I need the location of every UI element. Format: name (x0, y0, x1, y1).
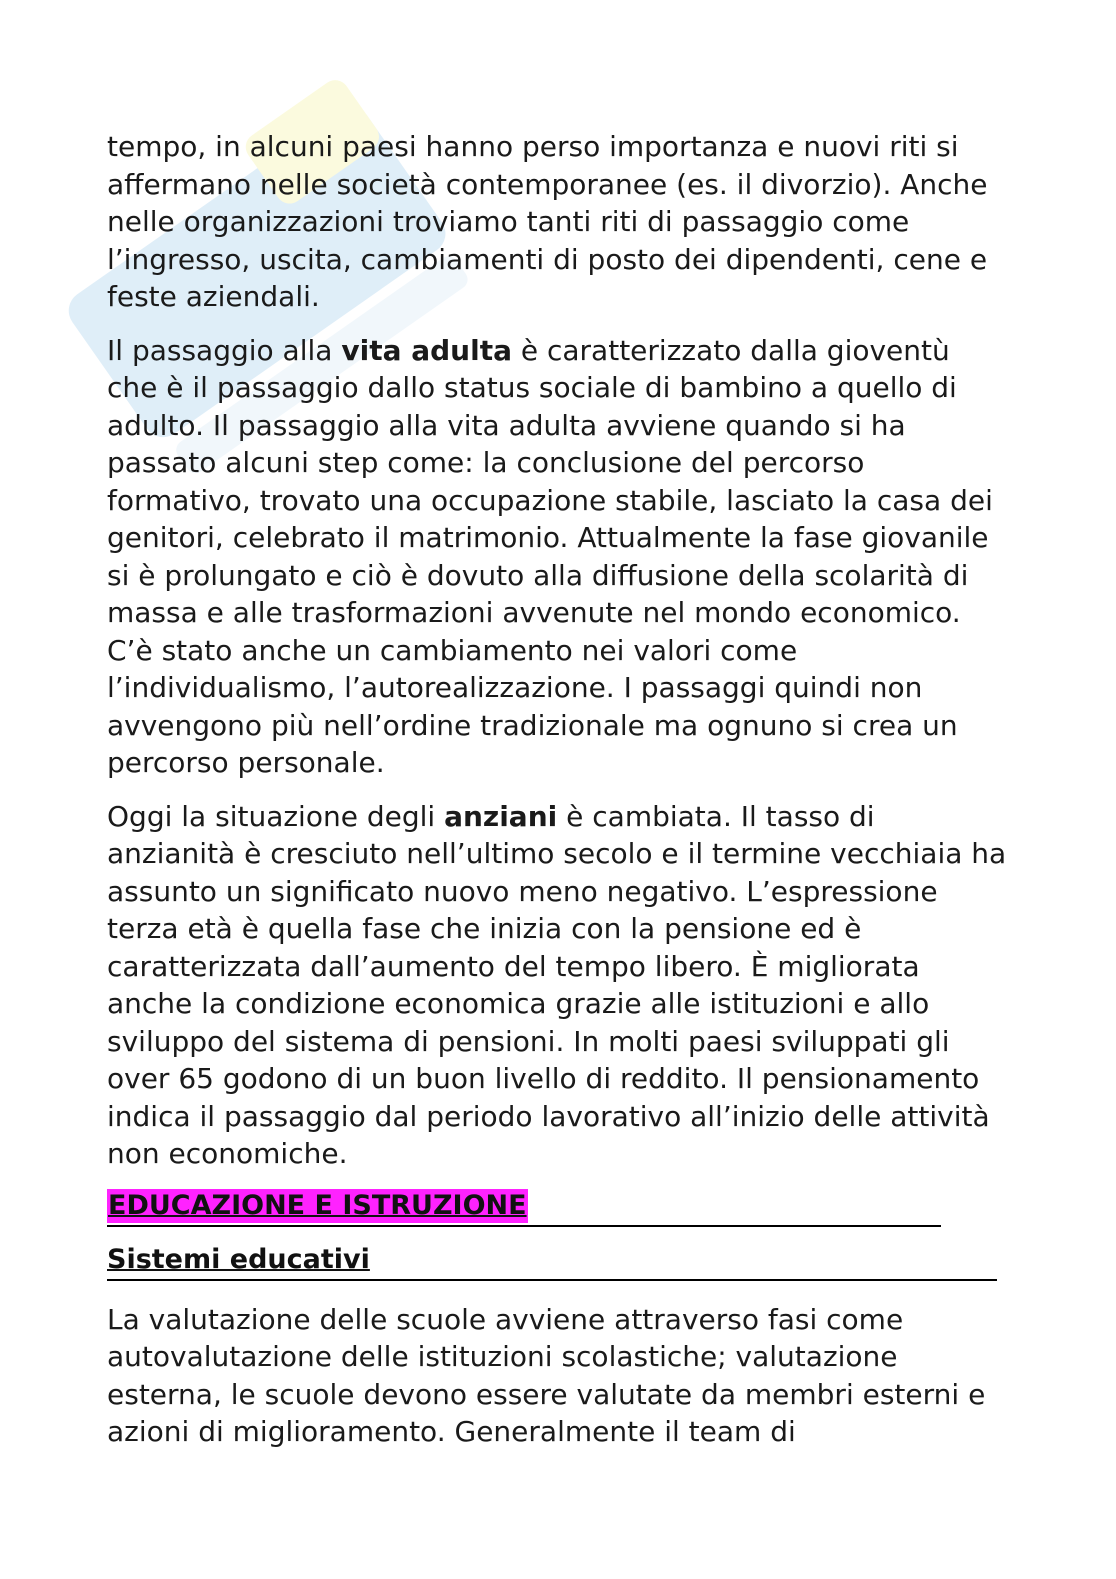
subsection-heading-row (107, 1243, 997, 1281)
bold-term-anziani: anziani (444, 799, 558, 833)
paragraph-anziani-body: è cambiata. Il tasso di anzianità è cresciuto nell’ultimo secolo e il termine vecchiaia ha assunto un significato nuovo meno negativo. L’espressione terza età è quella fase che inizia con la pensione ed è caratterizzata dall’aumento del tempo libero. È migliorata anche la condizione economica grazie alle istituzioni e allo sviluppo del sistema di pensioni. In molti paesi sviluppati gli over 65 godono di un buon livello di reddito. Il pensionamento indica il passaggio dal periodo lavorativo all’inizio delle attività non economiche. (107, 799, 1007, 1170)
document-body (107, 128, 1007, 1451)
paragraph-vita-adulta-intro: Il passaggio alla (107, 333, 342, 367)
paragraph-vita-adulta (107, 332, 1007, 782)
paragraph-valutazione-scuole: La valutazione delle scuole avviene attraverso fasi come autovalutazione delle istituzioni scolastiche; valutazione esterna, le scuole devono essere valutate da membri esterni e azioni di miglioramento. Generalmente il team di (107, 1302, 986, 1448)
paragraph-vita-adulta-body: è caratterizzato dalla gioventù che è il passaggio dallo status sociale di bambino a quello di adulto. Il passaggio alla vita adulta avviene quando si ha passato alcuni step come: la conclusione del percorso formativo, trovato una occupazione stabile, lasciato la casa dei genitori, celebrato il matrimonio. Attualmente la fase giovanile si è prolungato e ciò è dovuto alla diffusione della scolarità di massa e alle trasformazioni avvenute nel mondo economico. C’è stato anche un cambiamento nei valori come l’individualismo, l’autorealizzazione. I passaggi quindi non avvengono più nell’ordine tradizionale ma ognuno si crea un percorso personale. (107, 333, 993, 779)
subsection-heading: Sistemi educativi (107, 1243, 370, 1275)
section-heading: EDUCAZIONE E ISTRUZIONE (108, 1189, 527, 1221)
paragraph-riti: tempo, in alcuni paesi hanno perso importanza e nuovi riti si affermano nelle società contemporanee (es. il divorzio). Anche nelle organizzazioni troviamo tanti riti di passaggio come l’ingresso, uscita, cambiamenti di posto dei dipendenti, cene e feste aziendali. (107, 130, 988, 313)
section-heading-row (107, 1189, 941, 1227)
paragraph-anziani (107, 798, 1007, 1173)
bold-term-vita-adulta: vita adulta (341, 333, 512, 367)
paragraph-anziani-intro: Oggi la situazione degli (107, 799, 445, 833)
